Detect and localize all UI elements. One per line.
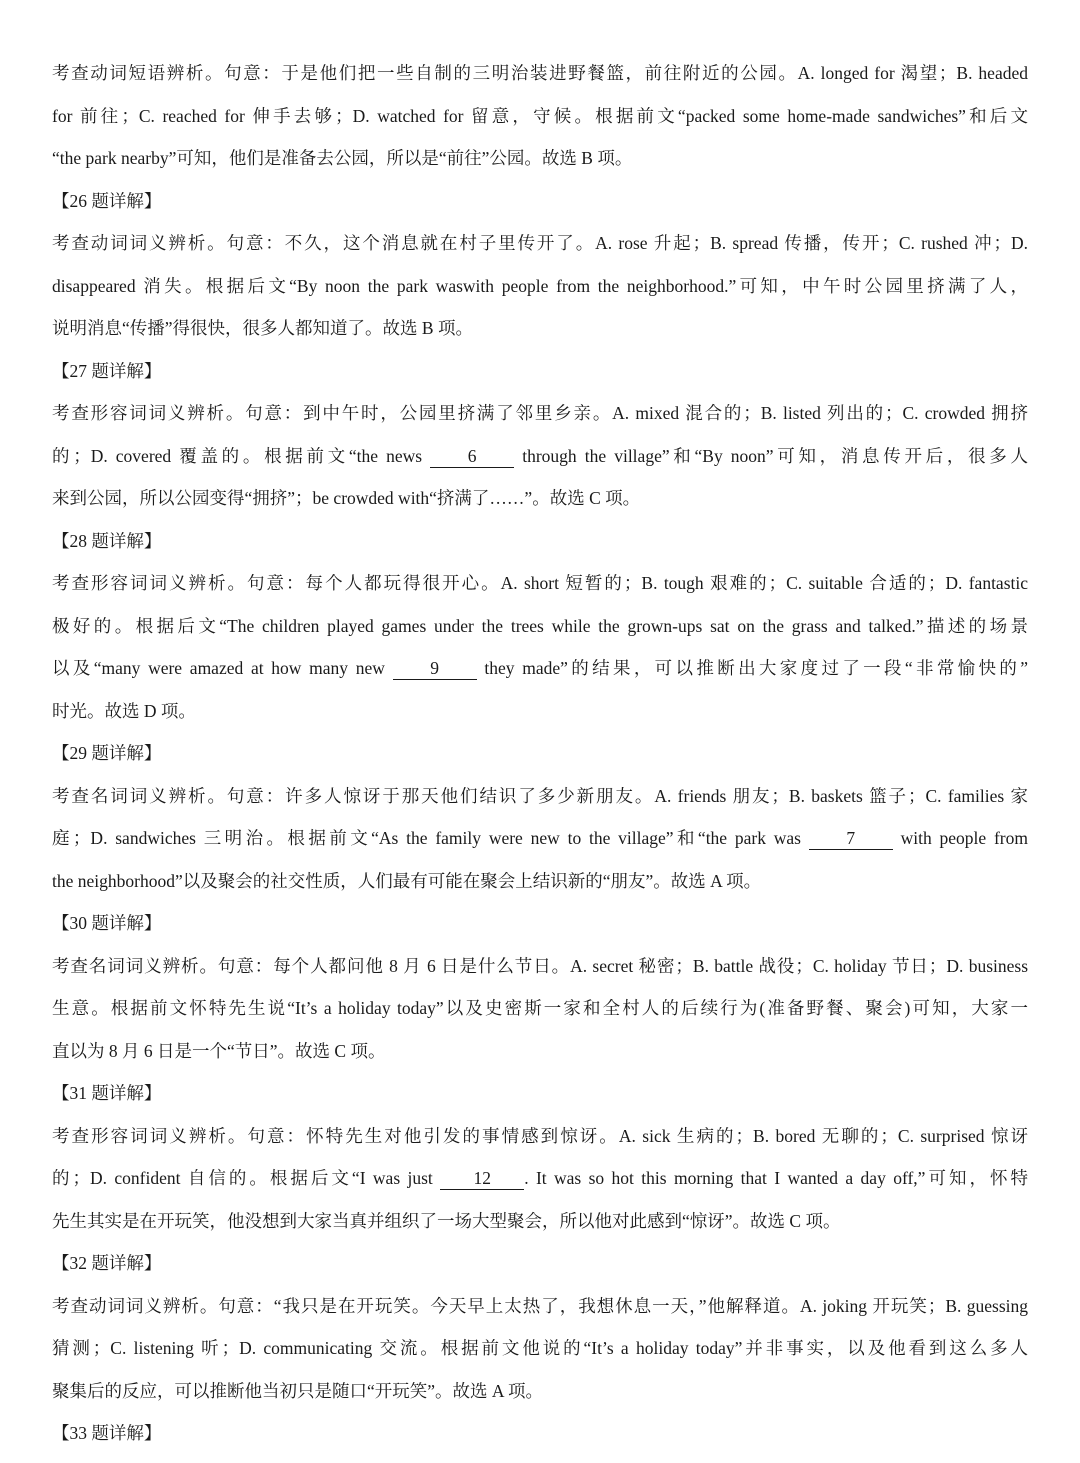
paragraph-line: 时光。故选 D 项。 bbox=[52, 700, 196, 721]
section-heading: 【26 题详解】 bbox=[52, 190, 162, 211]
line-text: 的；D. confident 自信的。根据后文“I was just bbox=[52, 1168, 441, 1188]
paragraph-line bbox=[52, 442, 1028, 470]
line-text: 以及“many were amazed at how many new bbox=[52, 658, 393, 678]
fill-in-blank: 7 bbox=[809, 827, 893, 850]
line-text: through the village”和“By noon”可知，消息传开后，很多人 bbox=[514, 445, 1028, 466]
paragraph-line: 考查动词词义辨析。句意：“我只是在开玩笑。今天早上太热了，我想休息一天，”他解释道。A. joking 开玩笑；B. guessing bbox=[52, 1295, 1028, 1316]
paragraph-line: 考查形容词词义辨析。句意：每个人都玩得很开心。A. short 短暂的；B. tough 艰难的；C. suitable 合适的；D. fantastic bbox=[52, 573, 1028, 593]
paragraph-line: for 前往；C. reached for 伸手去够；D. watched for 留意，守候。根据前文“packed some home-made sandwiches”和后文 bbox=[52, 105, 1028, 126]
paragraph-line bbox=[52, 824, 1028, 852]
section-heading: 【30 题详解】 bbox=[52, 913, 162, 933]
paragraph-line: 考查动词短语辨析。句意：于是他们把一些自制的三明治装进野餐篮，前往附近的公园。A. longed for 渴望；B. headed bbox=[52, 63, 1028, 83]
line-text: . It was so hot this morning that I wanted a day off,”可知，怀特 bbox=[524, 1168, 1028, 1188]
paragraph-line: disappeared 消失。根据后文“By noon the park waswith people from the neighborhood.”可知，中午时公园里挤满了人， bbox=[52, 275, 1028, 296]
line-text: 的；D. covered 覆盖的。根据前文“the news bbox=[52, 445, 431, 466]
line-text: 庭；D. sandwiches 三明治。根据前文“As the family were new to the village”和“the park was bbox=[52, 828, 809, 848]
line-text: they made”的结果，可以推断出大家度过了一段“非常愉快的” bbox=[476, 658, 1028, 678]
paragraph-line: 聚集后的反应，可以推断他当初只是随口“开玩笑”。故选 A 项。 bbox=[52, 1380, 543, 1401]
paragraph-line: 生意。根据前文怀特先生说“It’s a holiday today”以及史密斯一家和全村人的后续行为(准备野餐、聚会)可知，大家一 bbox=[52, 998, 1028, 1018]
section-heading: 【33 题详解】 bbox=[52, 1423, 162, 1443]
paragraph-line: 考查动词词义辨析。句意：不久，这个消息就在村子里传开了。A. rose 升起；B. spread 传播，传开；C. rushed 冲；D. bbox=[52, 233, 1028, 253]
paragraph-line: 来到公园，所以公园变得“拥挤”；be crowded with“挤满了……”。故选 C 项。 bbox=[52, 488, 641, 508]
section-heading: 【27 题详解】 bbox=[52, 360, 162, 381]
paragraph-line: 考查形容词词义辨析。句意：到中午时，公园里挤满了邻里乡亲。A. mixed 混合的；B. listed 列出的；C. crowded 拥挤 bbox=[52, 403, 1028, 423]
paragraph-line: “the park nearby”可知，他们是准备去公园，所以是“前往”公园。故选 B 项。 bbox=[52, 148, 633, 168]
paragraph-line: 考查名词词义辨析。句意：每个人都问他 8 月 6 日是什么节日。A. secret 秘密；B. battle 战役；C. holiday 节日；D. business bbox=[52, 955, 1028, 976]
paragraph-line: 说明消息“传播”得很快，很多人都知道了。故选 B 项。 bbox=[52, 318, 473, 338]
paragraph-line bbox=[52, 654, 1028, 682]
section-heading: 【32 题详解】 bbox=[52, 1253, 162, 1273]
paragraph-line: 先生其实是在开玩笑，他没想到大家当真并组织了一场大型聚会，所以他对此感到“惊讶”。故选 C 项。 bbox=[52, 1210, 841, 1231]
section-heading: 【29 题详解】 bbox=[52, 743, 162, 763]
paragraph-line: 猜测；C. listening 听；D. communicating 交流。根据前文他说的“It’s a holiday today”并非事实，以及他看到这么多人 bbox=[52, 1338, 1028, 1358]
line-text: with people from bbox=[892, 828, 1028, 848]
paragraph-line: 极好的。根据后文“The children played games under the trees while the grown-ups sat on the grass and talked.”描述的场景 bbox=[52, 615, 1028, 636]
section-heading: 【31 题详解】 bbox=[52, 1083, 162, 1103]
paragraph-line: 直以为 8 月 6 日是一个“节日”。故选 C 项。 bbox=[52, 1040, 386, 1061]
paragraph-line: the neighborhood”以及聚会的社交性质，人们最有可能在聚会上结识新的“朋友”。故选 A 项。 bbox=[52, 870, 762, 891]
fill-in-blank: 9 bbox=[393, 657, 477, 680]
fill-in-blank: 12 bbox=[440, 1167, 524, 1190]
paragraph-line bbox=[52, 1164, 1028, 1192]
paragraph-line: 考查名词词义辨析。句意：许多人惊讶于那天他们结识了多少新朋友。A. friends 朋友；B. baskets 篮子；C. families 家 bbox=[52, 785, 1028, 806]
fill-in-blank: 6 bbox=[430, 445, 514, 468]
paragraph-line: 考查形容词词义辨析。句意：怀特先生对他引发的事情感到惊讶。A. sick 生病的；B. bored 无聊的；C. surprised 惊讶 bbox=[52, 1125, 1028, 1146]
section-heading: 【28 题详解】 bbox=[52, 530, 162, 551]
